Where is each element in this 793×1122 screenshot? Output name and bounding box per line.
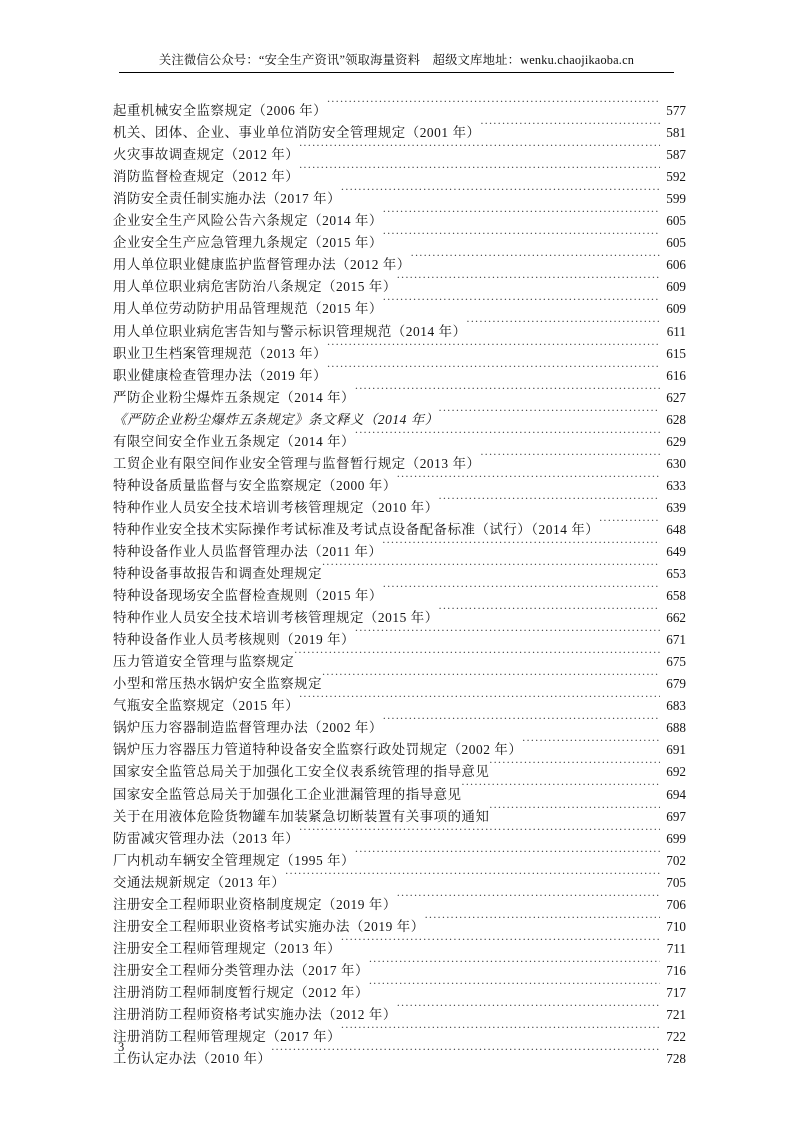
toc-leader-dots: [383, 578, 660, 600]
toc-leader-dots: [369, 953, 660, 975]
toc-entry-page-number: 717: [666, 984, 686, 1000]
toc-leader-dots: [397, 997, 660, 1019]
toc-entry-title: 用人单位职业病危害告知与警示标识管理规范（2014 年）: [113, 323, 467, 339]
toc-leader-dots: [341, 1019, 660, 1041]
toc-entry-page-number: 694: [666, 786, 686, 802]
toc-entry-page-number: 627: [666, 389, 686, 405]
toc-entry-title: 关于在用液体危险货物罐车加装紧急切断装置有关事项的通知: [113, 808, 490, 824]
toc-entry-title: 国家安全监管总局关于加强化工安全仪表系统管理的指导意见: [113, 764, 490, 780]
toc-entry-title: 特种设备现场安全监督检查规则（2015 年）: [113, 588, 383, 604]
toc-leader-dots: [327, 336, 660, 358]
toc-entry-title: 防雷减灾管理办法（2013 年）: [113, 830, 300, 846]
toc-leader-dots: [294, 644, 660, 666]
toc-entry-page-number: 691: [666, 742, 686, 758]
page-header: [119, 52, 674, 73]
toc-leader-dots: [355, 622, 660, 644]
toc-entry-page-number: 611: [666, 323, 686, 339]
toc-entry-page-number: 633: [666, 477, 686, 493]
toc-leader-dots: [397, 269, 660, 291]
toc-entry-page-number: 577: [666, 103, 686, 119]
toc-leader-dots: [462, 776, 660, 798]
toc-entry-title: 企业安全生产应急管理九条规定（2015 年）: [113, 235, 383, 251]
toc-entry-page-number: 706: [666, 896, 686, 912]
toc-entry-page-number: 692: [666, 764, 686, 780]
toc-entry-page-number: 705: [666, 874, 686, 890]
toc-leader-dots: [299, 137, 660, 159]
toc-entry-title: 企业安全生产风险公告六条规定（2014 年）: [113, 213, 383, 229]
toc-entry-page-number: 609: [666, 301, 686, 317]
toc-entry-title: 特种设备质量监督与安全监察规定（2000 年）: [113, 477, 397, 493]
toc-entry-page-number: 697: [666, 808, 686, 824]
toc-entry-title: 特种设备作业人员考核规则（2019 年）: [113, 632, 355, 648]
toc-leader-dots: [355, 843, 660, 865]
toc-entry-page-number: 699: [666, 830, 686, 846]
toc-entry-page-number: 662: [666, 610, 686, 626]
toc-leader-dots: [327, 93, 660, 115]
toc-entry-title: 工伤认定办法（2010 年）: [113, 1051, 272, 1067]
toc-entry-page-number: 653: [666, 566, 686, 582]
toc-leader-dots: [299, 159, 660, 181]
toc-entry-title: 注册消防工程师资格考试实施办法（2012 年）: [113, 1006, 397, 1022]
toc-leader-dots: [522, 732, 660, 754]
toc-entry-title: 气瓶安全监察规定（2015 年）: [113, 698, 300, 714]
toc-entry-page-number: 605: [666, 235, 686, 251]
toc-entry-title: 有限空间安全作业五条规定（2014 年）: [113, 433, 355, 449]
toc-entry-title: 火灾事故调查规定（2012 年）: [113, 147, 300, 163]
toc-entry-page-number: 605: [666, 213, 686, 229]
toc-entry-title: 职业卫生档案管理规范（2013 年）: [113, 345, 328, 361]
toc-leader-dots: [383, 203, 660, 225]
toc-entry-title: 用人单位劳动防护用品管理规范（2015 年）: [113, 301, 383, 317]
toc-entry-title: 注册安全工程师职业资格考试实施办法（2019 年）: [113, 918, 425, 934]
toc-leader-dots: [397, 887, 660, 909]
toc-entry-page-number: 615: [666, 345, 686, 361]
toc-entry-title: 厂内机动车辆安全管理规定（1995 年）: [113, 852, 355, 868]
toc-entry-title: 工贸企业有限空间作业安全管理与监督暂行规定（2013 年）: [113, 455, 481, 471]
toc-leader-dots: [599, 512, 660, 534]
toc-entry-page-number: 711: [666, 940, 686, 956]
toc-entry-title: 国家安全监管总局关于加强化工企业泄漏管理的指导意见: [113, 786, 462, 802]
toc-leader-dots: [355, 424, 660, 446]
toc-entry-title: 特种设备作业人员监督管理办法（2011 年）: [113, 543, 383, 559]
toc-entry-page-number: 716: [666, 962, 686, 978]
toc-entry-page-number: 592: [666, 169, 686, 185]
toc-entry-title: 用人单位职业健康监护监督管理办法（2012 年）: [113, 257, 411, 273]
toc-leader-dots: [327, 358, 660, 380]
toc-entry-page-number: 721: [666, 1006, 686, 1022]
toc-entry-title: 锅炉压力容器制造监督管理办法（2002 年）: [113, 720, 383, 736]
toc-entry-page-number: 710: [666, 918, 686, 934]
toc-leader-dots: [299, 688, 660, 710]
toc-entry-page-number: 606: [666, 257, 686, 273]
toc-leader-dots: [411, 247, 660, 269]
toc-leader-dots: [383, 225, 660, 247]
toc-entry-title: 锅炉压力容器压力管道特种设备安全监察行政处罚规定（2002 年）: [113, 742, 523, 758]
toc-entry-page-number: 648: [666, 521, 686, 537]
toc-leader-dots: [489, 799, 660, 821]
toc-entry-title: 注册安全工程师管理规定（2013 年）: [113, 940, 342, 956]
toc-entry-title: 注册消防工程师管理规定（2017 年）: [113, 1029, 342, 1045]
toc-leader-dots: [341, 931, 660, 953]
toc-leader-dots: [355, 380, 660, 402]
toc-entry-page-number: 722: [666, 1029, 686, 1045]
toc-leader-dots: [369, 975, 660, 997]
toc-entry-page-number: 688: [666, 720, 686, 736]
toc-leader-dots: [299, 821, 660, 843]
toc-entry-title: 特种作业安全技术实际操作考试标准及考试点设备配备标准（试行）（2014 年）: [113, 521, 600, 537]
toc-entry-page-number: 629: [666, 433, 686, 449]
toc-entry-page-number: 728: [666, 1051, 686, 1067]
toc-entry-page-number: 658: [666, 588, 686, 604]
toc-leader-dots: [285, 865, 660, 887]
toc-entry-title: 注册安全工程师分类管理办法（2017 年）: [113, 962, 369, 978]
toc-entry-title: 职业健康检查管理办法（2019 年）: [113, 367, 328, 383]
toc-leader-dots: [489, 754, 660, 776]
toc-entry-title: 《严防企业粉尘爆炸五条规定》条文释义（2014 年）: [113, 411, 439, 427]
page-number: 3: [118, 1040, 125, 1054]
toc-entry-title: 消防监督检查规定（2012 年）: [113, 169, 300, 185]
header-promo-text: 关注微信公众号：“安全生产资讯”领取海量资料 超级文库地址：wenku.chaojikaoba.cn: [158, 53, 635, 67]
toc-leader-dots: [439, 490, 660, 512]
toc-entry-page-number: 616: [666, 367, 686, 383]
toc-leader-dots: [439, 600, 660, 622]
toc-leader-dots: [383, 710, 660, 732]
toc-entry-page-number: 639: [666, 499, 686, 515]
toc-entry-title: 交通法规新规定（2013 年）: [113, 874, 286, 890]
toc-entry-page-number: 675: [666, 654, 686, 670]
toc-entry-title: 消防安全责任制实施办法（2017 年）: [113, 191, 342, 207]
toc-leader-dots: [480, 446, 660, 468]
toc-entry-title: 严防企业粉尘爆炸五条规定（2014 年）: [113, 389, 355, 405]
toc-entry-page-number: 683: [666, 698, 686, 714]
toc-entry-page-number: 649: [666, 543, 686, 559]
toc-entry-page-number: 609: [666, 279, 686, 295]
toc-leader-dots: [397, 468, 660, 490]
toc-entry-title: 特种设备事故报告和调查处理规定: [113, 566, 323, 582]
toc-leader-dots: [322, 556, 660, 578]
toc-leader-dots: [425, 909, 660, 931]
toc-entry-title: 压力管道安全管理与监察规定: [113, 654, 295, 670]
toc-leader-dots: [383, 291, 660, 313]
toc-entry-title: 特种作业人员安全技术培训考核管理规定（2010 年）: [113, 499, 439, 515]
toc-leader-dots: [341, 181, 660, 203]
table-of-contents: [113, 93, 686, 1067]
toc-entry-title: 特种作业人员安全技术培训考核管理规定（2015 年）: [113, 610, 439, 626]
toc-entry-title: 注册消防工程师制度暂行规定（2012 年）: [113, 984, 369, 1000]
toc-entry-title: 小型和常压热水锅炉安全监察规定: [113, 676, 323, 692]
toc-entry-page-number: 702: [666, 852, 686, 868]
toc-entry-title: 用人单位职业病危害防治八条规定（2015 年）: [113, 279, 397, 295]
toc-leader-dots: [382, 534, 660, 556]
toc-leader-dots: [322, 666, 660, 688]
toc-leader-dots: [480, 115, 660, 137]
toc-entry-title: 起重机械安全监察规定（2006 年）: [113, 103, 328, 119]
toc-entry-page-number: 630: [666, 455, 686, 471]
toc-leader-dots: [467, 313, 660, 335]
toc-entry-title: 注册安全工程师职业资格制度规定（2019 年）: [113, 896, 397, 912]
toc-leader-dots: [271, 1041, 660, 1063]
toc-entry-page-number: 581: [666, 125, 686, 141]
header-rule: [119, 72, 674, 73]
toc-leader-dots: [439, 402, 660, 424]
toc-entry-page-number: 679: [666, 676, 686, 692]
toc-entry-title: 机关、团体、企业、事业单位消防安全管理规定（2001 年）: [113, 125, 481, 141]
toc-entry-page-number: 671: [666, 632, 686, 648]
toc-entry-page-number: 628: [666, 411, 686, 427]
toc-entry-page-number: 587: [666, 147, 686, 163]
toc-entry-page-number: 599: [666, 191, 686, 207]
toc-entry[interactable]: [113, 93, 686, 119]
